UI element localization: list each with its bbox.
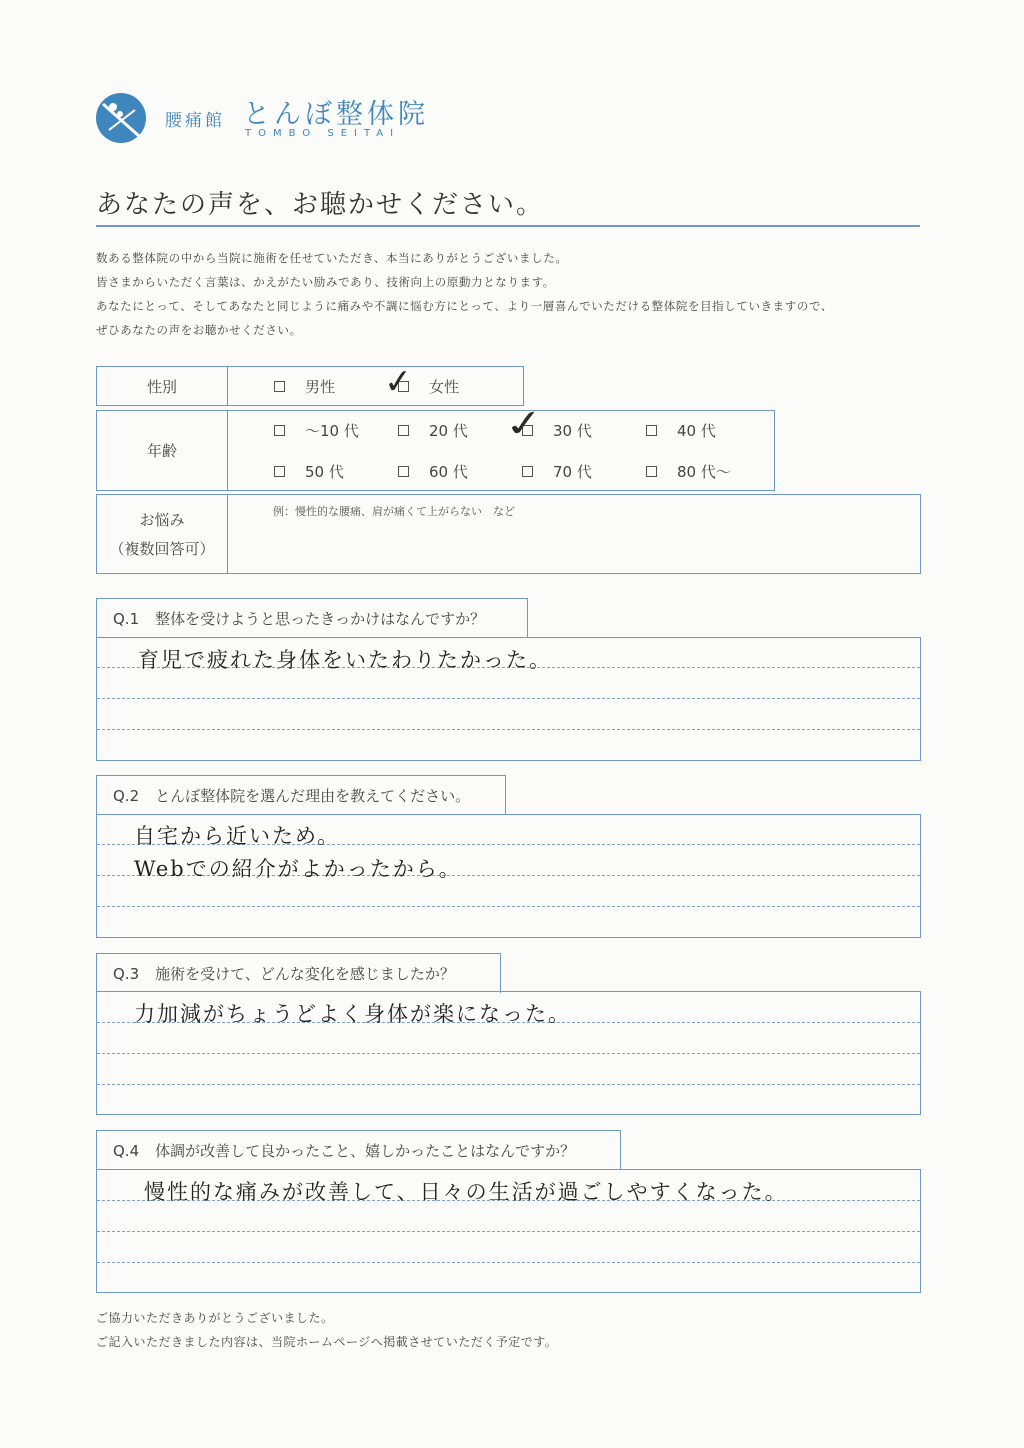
brand-prefix: 腰痛館 xyxy=(165,111,225,131)
answer-1-line-1: 育児で疲れた身体をいたわりたかった。 xyxy=(138,648,552,672)
checkbox-icon[interactable] xyxy=(646,466,657,477)
answer-3-line-1: 力加減がちょうどよく身体が楽になった。 xyxy=(134,1002,571,1026)
question-2-header: Q.2 とんぼ整体院を選んだ理由を教えてください。 xyxy=(96,775,506,815)
brand-name: とんぼ整体院 xyxy=(243,99,429,130)
checkbox-icon[interactable] xyxy=(646,425,657,436)
checkbox-icon[interactable] xyxy=(398,466,409,477)
intro-line-4: ぜひあなたの声をお聴かせください。 xyxy=(96,323,302,337)
worries-example: 例：慢性的な腰痛、肩が痛くて上がらない など xyxy=(273,505,515,518)
intro-line-1: 数ある整体院の中から当院に施術を任せていただき、本当にありがとうございました。 xyxy=(96,251,568,265)
check-mark-icon: ✓ xyxy=(501,400,548,448)
intro-line-3: あなたにとって、そしてあなたと同じように痛みや不調に悩む方にとって、より一層喜んでいただける整体院を目指していきますので、 xyxy=(96,299,833,313)
gender-option-male[interactable]: 男性 xyxy=(274,376,335,397)
check-mark-icon: ✓ xyxy=(382,361,414,403)
footer-line-2: ご記入いただきました内容は、当院ホームページへ掲載させていただく予定です。 xyxy=(96,1335,558,1349)
worries-row xyxy=(96,494,921,574)
gender-option-female[interactable]: 女性 xyxy=(398,376,459,397)
answer-2-line-1: 自宅から近いため。 xyxy=(134,824,341,848)
answer-4-line-1: 慢性的な痛みが改善して、日々の生活が過ごしやすくなった。 xyxy=(144,1180,788,1204)
checkbox-icon[interactable] xyxy=(398,425,409,436)
age-option-60s[interactable]: 60 代 xyxy=(398,461,468,482)
page-title: あなたの声を、お聴かせください。 xyxy=(96,190,545,220)
question-3-header: Q.3 施術を受けて、どんな変化を感じましたか？ xyxy=(96,953,501,993)
checkbox-icon[interactable] xyxy=(274,466,285,477)
age-option-20s[interactable]: 20 代 xyxy=(398,420,468,441)
age-option-70s[interactable]: 70 代 xyxy=(522,461,592,482)
question-4-header: Q.4 体調が改善して良かったこと、嬉しかったことはなんですか？ xyxy=(96,1130,621,1170)
footer-line-1: ご協力いただきありがとうございました。 xyxy=(96,1311,334,1325)
age-option-under10[interactable]: ～10 代 xyxy=(274,420,359,441)
answer-2-line-2: Webでの紹介がよかったから。 xyxy=(134,857,462,881)
worries-label: お悩み （複数回答可） xyxy=(97,495,228,573)
age-option-40s[interactable]: 40 代 xyxy=(646,420,716,441)
age-option-50s[interactable]: 50 代 xyxy=(274,461,344,482)
question-1-header: Q.1 整体を受けようと思ったきっかけはなんですか？ xyxy=(96,598,528,638)
brand-romaji: TOMBO SEITAI xyxy=(245,128,401,139)
title-underline xyxy=(96,225,920,227)
tombo-logo-icon xyxy=(95,92,147,144)
checkbox-icon[interactable] xyxy=(274,425,285,436)
age-label: 年齢 xyxy=(97,411,228,490)
age-option-80s[interactable]: 80 代～ xyxy=(646,461,731,482)
age-option-30s[interactable]: 30 代 xyxy=(522,420,592,441)
checkbox-icon[interactable] xyxy=(274,381,285,392)
intro-line-2: 皆さまからいただく言葉は、かえがたい励みであり、技術向上の原動力となります。 xyxy=(96,275,555,289)
gender-label: 性別 xyxy=(97,367,228,405)
checkbox-icon[interactable] xyxy=(522,466,533,477)
